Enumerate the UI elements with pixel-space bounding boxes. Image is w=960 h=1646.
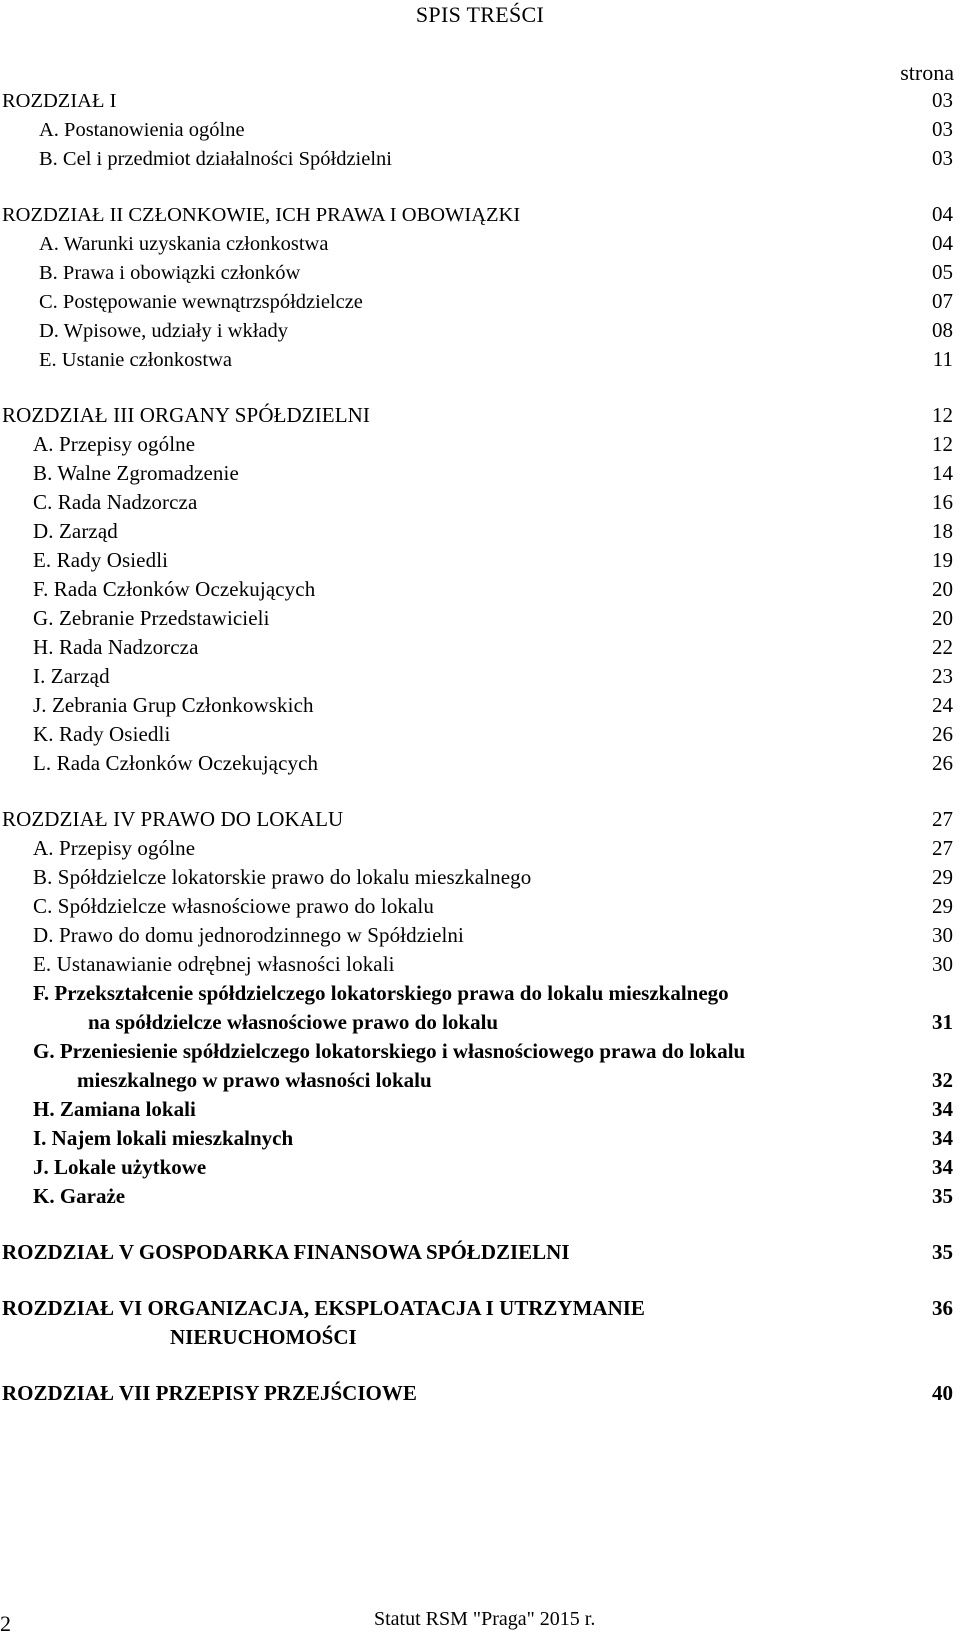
- page-title: SPIS TREŚCI: [415, 2, 545, 27]
- toc-item[interactable]: [2, 834, 953, 863]
- toc-item[interactable]: [2, 1124, 953, 1153]
- item-label: E. Ustanawianie odrębnej własności lokali: [33, 952, 395, 976]
- page-number: 14: [932, 461, 953, 485]
- page-number: 34: [932, 1126, 953, 1150]
- toc-item[interactable]: [2, 287, 953, 316]
- page-number: 19: [932, 548, 953, 572]
- item-label: A. Przepisy ogólne: [33, 836, 196, 860]
- item-label: B. Cel i przedmiot działalności Spółdzielni: [39, 148, 392, 170]
- page-number: 12: [932, 432, 953, 456]
- toc-item[interactable]: [2, 258, 953, 287]
- page-number: 18: [932, 519, 953, 543]
- item-label: E. Rady Osiedli: [33, 548, 169, 572]
- item-label: G. Zebranie Przedstawicieli: [33, 606, 270, 630]
- page-number: 32: [932, 1068, 953, 1092]
- toc-item-f-line2[interactable]: [2, 1008, 953, 1037]
- page-number: 29: [932, 865, 953, 889]
- page-number: 04: [932, 231, 953, 255]
- chapter-heading: ROZDZIAŁ I: [2, 90, 117, 112]
- toc-item[interactable]: [2, 633, 953, 662]
- item-label: F. Przekształcenie spółdzielczego lokatorskiego prawa do lokalu mieszkalnego: [33, 981, 729, 1005]
- page-number: 35: [932, 1184, 953, 1208]
- toc-chapter-3[interactable]: [2, 401, 953, 430]
- toc-item[interactable]: [2, 720, 953, 749]
- page-number: 40: [932, 1381, 953, 1405]
- table-of-contents: [2, 86, 953, 1408]
- item-label: F. Rada Członków Oczekujących: [33, 577, 316, 601]
- chapter-heading: ROZDZIAŁ III ORGANY SPÓŁDZIELNI: [2, 403, 371, 427]
- toc-chapter-6[interactable]: [2, 1294, 953, 1323]
- toc-item-f-line1[interactable]: [2, 979, 953, 1008]
- toc-item[interactable]: [2, 316, 953, 345]
- toc-item-g-line2[interactable]: [2, 1066, 953, 1095]
- page-number: 36: [932, 1296, 953, 1320]
- toc-item[interactable]: [2, 662, 953, 691]
- toc-chapter-2[interactable]: [2, 200, 953, 229]
- toc-item[interactable]: [2, 546, 953, 575]
- toc-item[interactable]: [2, 1153, 953, 1182]
- page-number: 29: [932, 894, 953, 918]
- page-number: 20: [932, 577, 953, 601]
- page-number: 30: [932, 952, 953, 976]
- item-label: B. Walne Zgromadzenie: [33, 461, 239, 485]
- toc-item[interactable]: [2, 863, 953, 892]
- item-label: D. Wpisowe, udziały i wkłady: [39, 320, 288, 342]
- item-label: A. Postanowienia ogólne: [39, 119, 245, 141]
- chapter-heading: ROZDZIAŁ II CZŁONKOWIE, ICH PRAWA I OBOWIĄZKI: [2, 204, 521, 226]
- item-label: D. Prawo do domu jednorodzinnego w Spółdzielni: [33, 923, 464, 947]
- item-label: D. Zarząd: [33, 519, 118, 543]
- page-number: 03: [932, 146, 953, 170]
- item-label: I. Zarząd: [33, 664, 110, 688]
- item-label: K. Rady Osiedli: [33, 722, 171, 746]
- toc-item[interactable]: [2, 229, 953, 258]
- item-label: L. Rada Członków Oczekujących: [33, 751, 319, 775]
- item-label: B. Prawa i obowiązki członków: [39, 262, 301, 284]
- page-number: 03: [932, 88, 953, 112]
- page-number: 16: [932, 490, 953, 514]
- item-label-continued: na spółdzielcze własnościowe prawo do lokalu: [88, 1010, 499, 1034]
- chapter-heading: ROZDZIAŁ VI ORGANIZACJA, EKSPLOATACJA I UTRZYMANIE: [2, 1296, 645, 1320]
- toc-item[interactable]: [2, 430, 953, 459]
- page-number: 20: [932, 606, 953, 630]
- toc-item[interactable]: [2, 345, 953, 374]
- toc-item[interactable]: [2, 921, 953, 950]
- chapter-heading: ROZDZIAŁ V GOSPODARKA FINANSOWA SPÓŁDZIELNI: [2, 1240, 570, 1264]
- page-number: 31: [932, 1010, 953, 1034]
- page-number: 27: [932, 836, 953, 860]
- toc-item[interactable]: [2, 144, 953, 173]
- item-label: E. Ustanie członkostwa: [39, 349, 232, 371]
- item-label: G. Przeniesienie spółdzielczego lokatorskiego i własnościowego prawa do lokalu: [33, 1039, 746, 1063]
- item-label: C. Spółdzielcze własnościowe prawo do lokalu: [33, 894, 434, 918]
- toc-item-g-line1[interactable]: [2, 1037, 953, 1066]
- item-label: J. Lokale użytkowe: [33, 1155, 207, 1179]
- page-number: 26: [932, 722, 953, 746]
- chapter-heading: ROZDZIAŁ VII PRZEPISY PRZEJŚCIOWE: [2, 1381, 417, 1405]
- toc-chapter-7[interactable]: [2, 1379, 953, 1408]
- page-number: 22: [932, 635, 953, 659]
- item-label: B. Spółdzielcze lokatorskie prawo do lokalu mieszkalnego: [33, 865, 532, 889]
- item-label: A. Przepisy ogólne: [33, 432, 196, 456]
- page-number: 34: [932, 1097, 953, 1121]
- page-column-header: strona: [900, 60, 954, 85]
- page-number: 35: [932, 1240, 953, 1264]
- toc-chapter-5[interactable]: [2, 1238, 953, 1267]
- toc-item[interactable]: [2, 459, 953, 488]
- page-number: 11: [932, 347, 953, 371]
- toc-item[interactable]: [2, 1182, 953, 1211]
- item-label: I. Najem lokali mieszkalnych: [33, 1126, 294, 1150]
- item-label: C. Postępowanie wewnątrzspółdzielcze: [39, 291, 363, 313]
- item-label: J. Zebrania Grup Członkowskich: [33, 693, 314, 717]
- chapter-heading-continued: NIERUCHOMOŚCI: [170, 1325, 357, 1349]
- page-number: 07: [932, 289, 953, 313]
- page-number: 30: [932, 923, 953, 947]
- page-number: 26: [932, 751, 953, 775]
- toc-chapter-6-line2: [2, 1323, 953, 1352]
- page-number: 03: [932, 117, 953, 141]
- toc-chapter-1[interactable]: [2, 86, 953, 115]
- item-label: K. Garaże: [33, 1184, 126, 1208]
- item-label-continued: mieszkalnego w prawo własności lokalu: [77, 1068, 432, 1092]
- page-number: 24: [932, 693, 953, 717]
- page-number: 04: [932, 202, 953, 226]
- item-label: H. Zamiana lokali: [33, 1097, 196, 1121]
- toc-item[interactable]: [2, 488, 953, 517]
- page-number: 34: [932, 1155, 953, 1179]
- footer-page-number: 2: [0, 1611, 11, 1636]
- toc-item[interactable]: [2, 749, 953, 778]
- toc-item[interactable]: [2, 115, 953, 144]
- item-label: A. Warunki uzyskania członkostwa: [39, 233, 329, 255]
- toc-item[interactable]: [2, 691, 953, 720]
- toc-item[interactable]: [2, 1095, 953, 1124]
- toc-item[interactable]: [2, 575, 953, 604]
- toc-item[interactable]: [2, 950, 953, 979]
- toc-item[interactable]: [2, 604, 953, 633]
- item-label: C. Rada Nadzorcza: [33, 490, 198, 514]
- chapter-heading: ROZDZIAŁ IV PRAWO DO LOKALU: [2, 807, 344, 831]
- page-number: 08: [932, 318, 953, 342]
- item-label: H. Rada Nadzorcza: [33, 635, 199, 659]
- toc-chapter-4[interactable]: [2, 805, 953, 834]
- toc-item[interactable]: [2, 892, 953, 921]
- toc-item[interactable]: [2, 517, 953, 546]
- page-number: 27: [932, 807, 953, 831]
- page-number: 05: [932, 260, 953, 284]
- page-number: 23: [932, 664, 953, 688]
- footer-text: Statut RSM "Praga" 2015 r.: [374, 1608, 596, 1630]
- page-number: 12: [932, 403, 953, 427]
